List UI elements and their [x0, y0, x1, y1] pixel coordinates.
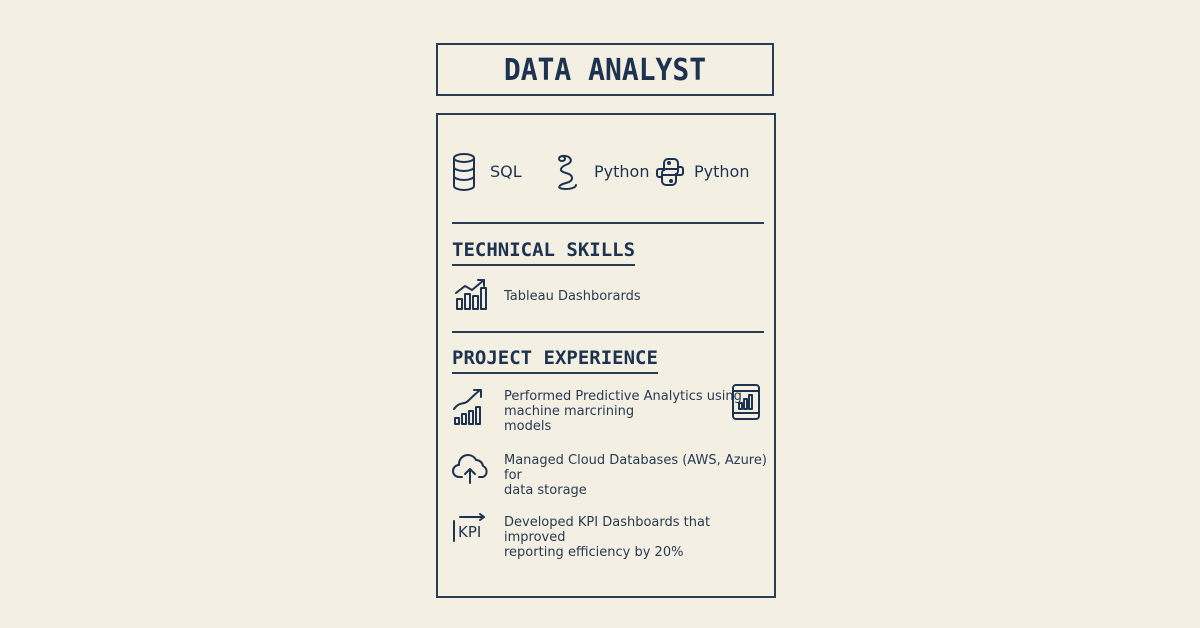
tool-label-python-2: Python: [694, 162, 750, 181]
database-icon: [452, 153, 476, 191]
experience-item: [504, 453, 774, 498]
kpi-icon: [452, 511, 488, 543]
tool-label-python-1: Python: [594, 162, 650, 181]
experience-item: [504, 515, 774, 560]
experience-text-line: Performed Predictive Analytics using: [504, 389, 742, 404]
cloud-upload-icon: [452, 451, 490, 485]
experience-text-line: reporting efficiency by 20%: [504, 545, 684, 560]
kpi-icon-text: KPI: [458, 523, 482, 541]
python-logo-icon: [656, 157, 684, 187]
tool-label-sql: SQL: [490, 162, 522, 181]
experience-text-line: machine marcrining: [504, 404, 635, 419]
experience-item: [504, 389, 742, 434]
experience-text-line: models: [504, 419, 552, 434]
section-title-technical-skills: TECHNICAL SKILLS: [452, 239, 635, 266]
tablet-chart-icon: [731, 383, 761, 421]
resume-card: [436, 113, 776, 598]
bar-chart-trend-icon: [454, 277, 488, 311]
divider: [452, 222, 764, 224]
page-title: DATA ANALYST: [503, 51, 707, 88]
divider: [452, 331, 764, 333]
experience-text-line: data storage: [504, 483, 587, 498]
experience-text-line: Developed KPI Dashboards that improved: [504, 515, 711, 545]
python-snake-icon: [552, 153, 580, 191]
section-title-project-experience: PROJECT EXPERIENCE: [452, 347, 658, 374]
skill-item-text: Tableau Dashborards: [504, 289, 641, 304]
title-box: [436, 43, 774, 96]
growth-chart-icon: [452, 387, 486, 427]
experience-text-line: Managed Cloud Databases (AWS, Azure) for: [504, 453, 767, 483]
